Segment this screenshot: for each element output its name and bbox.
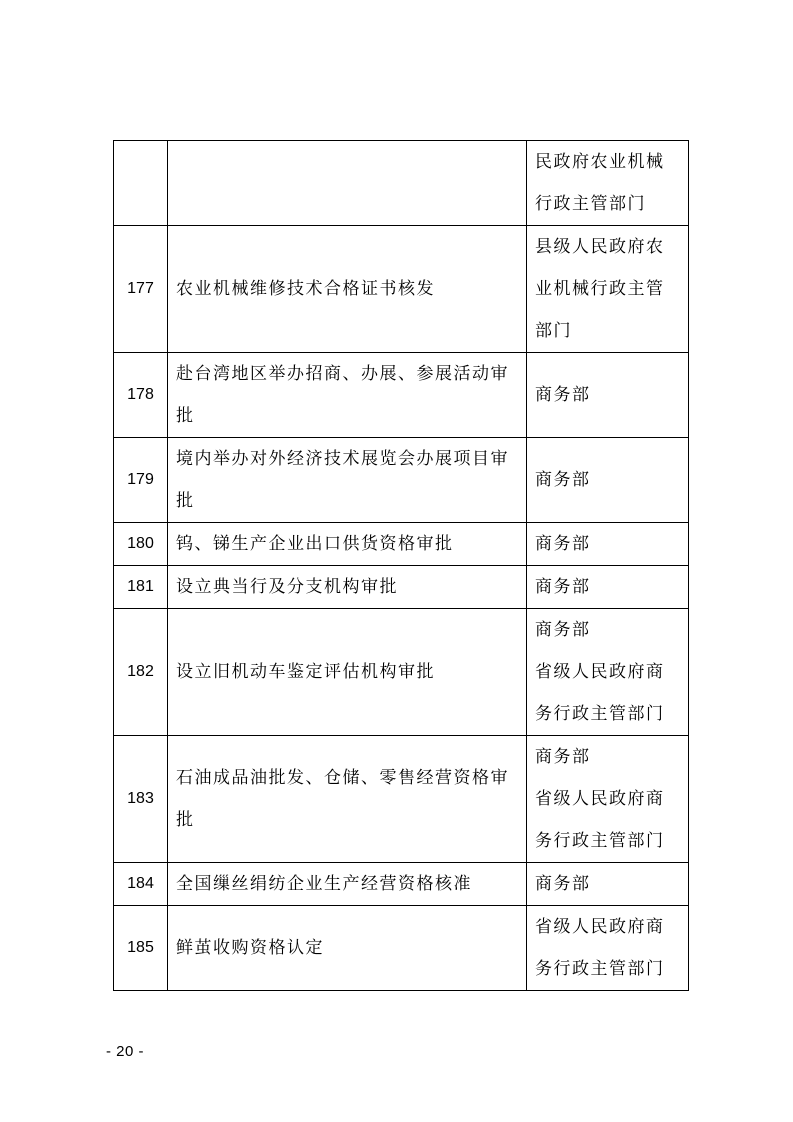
table-row [114, 906, 689, 991]
item-number: 182 [114, 609, 168, 736]
item-name: 石油成品油批发、仓储、零售经营资格审批 [168, 736, 527, 863]
department-line: 省级人民政府商 [535, 917, 665, 937]
responsible-department [527, 609, 689, 736]
table-row [114, 141, 689, 226]
approval-items-table [113, 140, 689, 991]
responsible-department [527, 863, 689, 906]
department-line: 县级人民政府农 [535, 237, 665, 257]
item-name: 鲜茧收购资格认定 [168, 906, 527, 991]
item-number: 179 [114, 438, 168, 523]
item-name: 农业机械维修技术合格证书核发 [168, 226, 527, 353]
item-name: 赴台湾地区举办招商、办展、参展活动审批 [168, 353, 527, 438]
item-name: 钨、锑生产企业出口供货资格审批 [168, 523, 527, 566]
department-line: 民政府农业机械 [535, 152, 665, 172]
item-number: 185 [114, 906, 168, 991]
item-name: 设立典当行及分支机构审批 [168, 566, 527, 609]
department-line: 行政主管部门 [535, 194, 646, 214]
department-line: 商务部 [535, 534, 591, 554]
table-row [114, 609, 689, 736]
page-number: - 20 - [106, 1043, 145, 1060]
table-row [114, 438, 689, 523]
responsible-department [527, 141, 689, 226]
department-line: 务行政主管部门 [535, 831, 665, 851]
department-line: 省级人民政府商 [535, 662, 665, 682]
table-row [114, 566, 689, 609]
department-line: 商务部 [535, 620, 591, 640]
item-number: 183 [114, 736, 168, 863]
item-number: 184 [114, 863, 168, 906]
responsible-department [527, 438, 689, 523]
department-line: 部门 [535, 321, 572, 341]
item-name: 境内举办对外经济技术展览会办展项目审批 [168, 438, 527, 523]
department-line: 务行政主管部门 [535, 704, 665, 724]
department-line: 商务部 [535, 577, 591, 597]
item-number [114, 141, 168, 226]
item-number: 180 [114, 523, 168, 566]
department-line: 业机械行政主管 [535, 279, 665, 299]
item-name: 设立旧机动车鉴定评估机构审批 [168, 609, 527, 736]
table-body [114, 141, 689, 991]
responsible-department [527, 736, 689, 863]
responsible-department [527, 226, 689, 353]
responsible-department [527, 353, 689, 438]
department-line: 商务部 [535, 385, 591, 405]
department-line: 省级人民政府商 [535, 789, 665, 809]
item-name [168, 141, 527, 226]
item-number: 178 [114, 353, 168, 438]
table-row [114, 863, 689, 906]
item-number: 181 [114, 566, 168, 609]
table-row [114, 736, 689, 863]
department-line: 商务部 [535, 874, 591, 894]
department-line: 商务部 [535, 470, 591, 490]
department-line: 务行政主管部门 [535, 959, 665, 979]
table-row [114, 353, 689, 438]
responsible-department [527, 906, 689, 991]
department-line: 商务部 [535, 747, 591, 767]
item-name: 全国缫丝绢纺企业生产经营资格核准 [168, 863, 527, 906]
table-row [114, 523, 689, 566]
table-row [114, 226, 689, 353]
responsible-department [527, 566, 689, 609]
responsible-department [527, 523, 689, 566]
item-number: 177 [114, 226, 168, 353]
